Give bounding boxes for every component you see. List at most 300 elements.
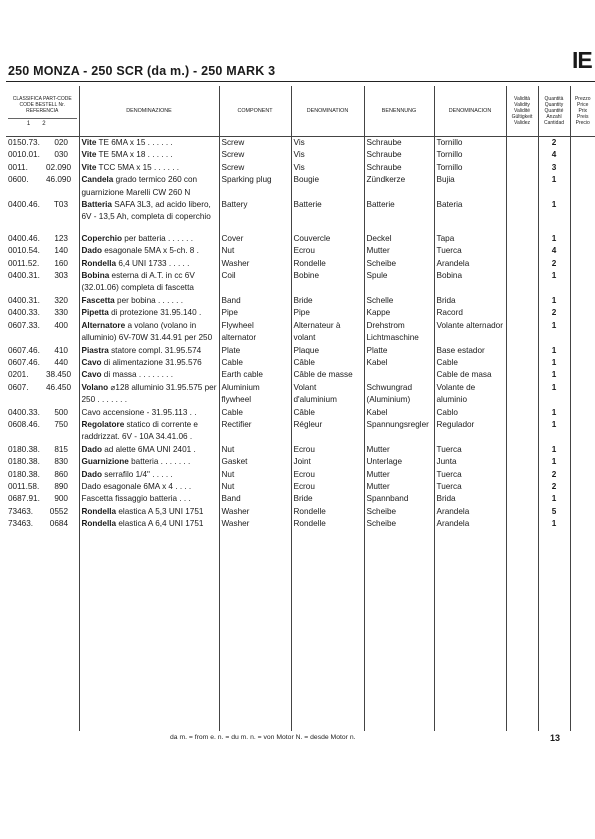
description-german: Spannband: [364, 493, 434, 505]
description-spanish: Brida: [434, 493, 506, 505]
quantity-cell: 1: [538, 199, 570, 224]
part-code-number: 02.090: [46, 162, 72, 172]
price-cell: [570, 518, 595, 530]
page-title: 250 MONZA - 250 SCR (da m.) - 250 MARK 3: [8, 64, 276, 78]
validity-cell: [506, 456, 538, 468]
quantity-cell: 2: [538, 307, 570, 319]
part-code: [6, 245, 79, 257]
validity-cell: [506, 444, 538, 456]
part-code: [6, 295, 79, 307]
description-spanish: Base estador: [434, 345, 506, 357]
part-code-number: 303: [54, 271, 68, 281]
quantity-cell: 1: [538, 493, 570, 505]
description-english: Screw: [219, 162, 291, 174]
description-german: Platte: [364, 345, 434, 357]
description-german: Kabel: [364, 407, 434, 419]
table-row: [6, 270, 595, 295]
quantity-cell: 1: [538, 518, 570, 530]
table-row: [6, 382, 595, 407]
description-english: Band: [219, 295, 291, 307]
description-italian: [79, 149, 219, 161]
description-text: statore compl. 31.95.574: [108, 345, 202, 355]
description-german: Schraube: [364, 137, 434, 150]
part-code-number: 410: [54, 345, 68, 355]
description-italian: [79, 137, 219, 150]
description-text: Dado esagonale 6MA x 4 . . . .: [81, 481, 192, 491]
price-cell: [570, 320, 595, 345]
description-spanish: Tapa: [434, 233, 506, 245]
part-code: [6, 493, 79, 505]
description-english: Washer: [219, 258, 291, 270]
part-code-number: 160: [54, 258, 68, 268]
description-italian: [79, 419, 219, 444]
validity-cell: [506, 307, 538, 319]
description-french: Régleur: [291, 419, 364, 444]
validity-cell: [506, 481, 538, 493]
validity-cell: [506, 369, 538, 381]
part-code-number: 750: [54, 419, 68, 429]
description-french: Rondelle: [291, 506, 364, 518]
part-code: [6, 369, 79, 381]
description-english: Flywheel alternator: [219, 320, 291, 345]
description-french: Bride: [291, 295, 364, 307]
table-row: [6, 518, 595, 530]
description-keyword: Regolatore: [81, 419, 125, 429]
description-english: Gasket: [219, 456, 291, 468]
description-english: Screw: [219, 137, 291, 150]
description-text: statico di corrente e raddrizzat. 6V - 10A 34.41.06 .: [81, 419, 198, 442]
part-code-group: 0150.73.: [8, 138, 40, 147]
description-keyword: Fascetta: [81, 295, 115, 305]
section-code: IE: [572, 47, 592, 73]
description-english: Nut: [219, 469, 291, 481]
quantity-cell: 1: [538, 295, 570, 307]
description-french: Ecrou: [291, 469, 364, 481]
description-spanish: Tornillo: [434, 149, 506, 161]
description-french: Couvercle: [291, 233, 364, 245]
price-cell: [570, 382, 595, 407]
part-code-group: 0011.: [8, 162, 28, 172]
description-french: Câble de masse: [291, 369, 364, 381]
description-english: Nut: [219, 444, 291, 456]
table-row: [6, 149, 595, 161]
description-text: TE 5MA x 18 . . . . . .: [96, 150, 173, 160]
part-code: [6, 382, 79, 407]
part-code-group: 0400.31.: [8, 295, 40, 305]
table-row: [6, 162, 595, 174]
table-row: [6, 456, 595, 468]
description-german: Scheibe: [364, 518, 434, 530]
description-italian: [79, 320, 219, 345]
table-row: [6, 320, 595, 345]
quantity-cell: 1: [538, 345, 570, 357]
part-code-group: 0607.33.: [8, 320, 40, 330]
description-keyword: Candela: [81, 175, 114, 185]
part-code-group: 73463.: [8, 506, 34, 516]
description-german: Kabel: [364, 357, 434, 369]
description-french: Câble: [291, 407, 364, 419]
validity-cell: [506, 320, 538, 345]
part-code: [6, 320, 79, 345]
validity-cell: [506, 199, 538, 224]
description-keyword: Piastra: [81, 345, 109, 355]
part-code-number: T03: [53, 200, 68, 210]
description-german: Schraube: [364, 149, 434, 161]
price-cell: [570, 199, 595, 224]
quantity-cell: 1: [538, 382, 570, 407]
header-quantity: Quantità Quantity Quantité Anzahl Cantidad: [538, 86, 570, 137]
part-code: [6, 233, 79, 245]
part-code-number: 400: [54, 320, 68, 330]
part-code-group: 0400.46.: [8, 233, 40, 243]
part-code-number: 46.090: [46, 175, 72, 185]
description-french: Ecrou: [291, 444, 364, 456]
description-text: serrafilo 1/4" . . . . .: [101, 469, 173, 479]
description-text: per batteria . . . . . .: [122, 233, 193, 243]
validity-cell: [506, 245, 538, 257]
part-code-number: 46.450: [46, 382, 72, 392]
description-italian: [79, 345, 219, 357]
description-french: Alternateur à volant: [291, 320, 364, 345]
part-code: [6, 456, 79, 468]
description-english: Screw: [219, 149, 291, 161]
quantity-cell: 2: [538, 137, 570, 150]
part-code-number: 860: [54, 469, 68, 479]
part-code-number: 830: [54, 457, 68, 467]
table-row: [6, 444, 595, 456]
description-text: per bobina . . . . . .: [114, 295, 184, 305]
description-italian: [79, 382, 219, 407]
part-code-group: 0400.33.: [8, 308, 40, 318]
part-code: [6, 469, 79, 481]
validity-cell: [506, 149, 538, 161]
quantity-cell: 5: [538, 506, 570, 518]
part-code: [6, 345, 79, 357]
part-code: [6, 258, 79, 270]
description-italian: [79, 469, 219, 481]
part-code-number: 330: [54, 308, 68, 318]
description-text: ⌀128 alluminio 31.95.575 per 250 . . . . . . .: [81, 382, 217, 405]
description-text: 6,4 UNI 1733 . . . . .: [116, 258, 190, 268]
description-keyword: Guarnizione: [81, 457, 129, 467]
description-keyword: Coperchio: [81, 233, 122, 243]
description-spanish: Bobina: [434, 270, 506, 295]
description-italian: [79, 295, 219, 307]
description-english: Cable: [219, 407, 291, 419]
price-cell: [570, 174, 595, 199]
part-code-group: 0600.: [8, 175, 29, 185]
part-code: [6, 407, 79, 419]
description-italian: [79, 481, 219, 493]
description-english: Cable: [219, 357, 291, 369]
description-english: Nut: [219, 245, 291, 257]
description-french: Rondelle: [291, 518, 364, 530]
description-german: Deckel: [364, 233, 434, 245]
description-spanish: Arandela: [434, 258, 506, 270]
price-cell: [570, 357, 595, 369]
table-row: [6, 174, 595, 199]
description-italian: [79, 357, 219, 369]
quantity-cell: 1: [538, 444, 570, 456]
price-cell: [570, 258, 595, 270]
price-cell: [570, 307, 595, 319]
validity-cell: [506, 345, 538, 357]
description-spanish: Tuerca: [434, 469, 506, 481]
description-keyword: Rondella: [81, 258, 117, 268]
description-italian: [79, 233, 219, 245]
description-italian: [79, 307, 219, 319]
description-text: elastica A 6,4 UNI 1751: [116, 519, 204, 529]
price-cell: [570, 506, 595, 518]
description-keyword: Vite: [81, 138, 97, 147]
part-code: [6, 357, 79, 369]
part-code-group: 0011.52.: [8, 258, 40, 268]
description-keyword: Dado: [81, 246, 102, 256]
part-code-number: 440: [54, 357, 68, 367]
validity-cell: [506, 295, 538, 307]
part-code-number: 38.450: [46, 370, 72, 380]
part-code-group: 0400.31.: [8, 271, 40, 281]
description-english: Washer: [219, 506, 291, 518]
description-keyword: Bobina: [81, 271, 110, 281]
description-text: a volano (volano in alluminio) 6V-70W 31.44.91 per 250: [81, 320, 213, 343]
header-german: BENENNUNG: [364, 86, 434, 137]
description-german: [364, 369, 434, 381]
part-code: [6, 444, 79, 456]
description-spanish: Arandela: [434, 518, 506, 530]
part-code-group: 0180.38.: [8, 457, 40, 467]
description-spanish: Volante alternador: [434, 320, 506, 345]
price-cell: [570, 469, 595, 481]
description-spanish: Junta: [434, 456, 506, 468]
description-german: Scheibe: [364, 506, 434, 518]
price-cell: [570, 456, 595, 468]
part-code: [6, 149, 79, 161]
description-italian: [79, 369, 219, 381]
description-spanish: Cable: [434, 357, 506, 369]
validity-cell: [506, 419, 538, 444]
description-french: Ecrou: [291, 481, 364, 493]
table-row: [6, 469, 595, 481]
table-row: [6, 481, 595, 493]
part-code: [6, 162, 79, 174]
description-french: Plaque: [291, 345, 364, 357]
validity-cell: [506, 233, 538, 245]
part-code-number: 815: [54, 444, 68, 454]
header-english: COMPONENT: [219, 86, 291, 137]
description-spanish: Bateria: [434, 199, 506, 224]
description-english: Cover: [219, 233, 291, 245]
description-german: Mutter: [364, 469, 434, 481]
part-code-group: 0608.46.: [8, 419, 40, 429]
quantity-cell: 2: [538, 258, 570, 270]
quantity-cell: 1: [538, 369, 570, 381]
description-spanish: Arandela: [434, 506, 506, 518]
table-row: [6, 258, 595, 270]
quantity-cell: 4: [538, 149, 570, 161]
validity-cell: [506, 493, 538, 505]
part-code-number: 890: [54, 481, 68, 491]
part-code: [6, 270, 79, 295]
table-row: [6, 493, 595, 505]
part-code-number: 320: [54, 295, 68, 305]
description-french: Vis: [291, 137, 364, 150]
description-spanish: Tuerca: [434, 481, 506, 493]
description-keyword: Vite: [81, 150, 97, 160]
part-code: [6, 174, 79, 199]
description-spanish: Regulador: [434, 419, 506, 444]
part-code-group: 0687.91.: [8, 494, 40, 504]
description-keyword: Rondella: [81, 506, 117, 516]
price-cell: [570, 345, 595, 357]
description-french: Batterie: [291, 199, 364, 224]
description-english: Washer: [219, 518, 291, 530]
description-french: Bougie: [291, 174, 364, 199]
description-keyword: Dado: [81, 444, 102, 454]
price-cell: [570, 481, 595, 493]
description-german: Mutter: [364, 444, 434, 456]
header-rule: [6, 81, 595, 82]
quantity-cell: 1: [538, 407, 570, 419]
validity-cell: [506, 162, 538, 174]
description-english: Plate: [219, 345, 291, 357]
description-spanish: Cable de masa: [434, 369, 506, 381]
quantity-cell: 3: [538, 162, 570, 174]
quantity-cell: 2: [538, 481, 570, 493]
price-cell: [570, 149, 595, 161]
description-english: Sparking plug: [219, 174, 291, 199]
description-keyword: Cavo: [81, 357, 102, 367]
price-cell: [570, 419, 595, 444]
header-french: DENOMINATION: [291, 86, 364, 137]
part-code: [6, 506, 79, 518]
description-keyword: Batteria: [81, 200, 112, 210]
description-italian: [79, 174, 219, 199]
table-row: [6, 245, 595, 257]
table-row: [6, 419, 595, 444]
part-code: [6, 137, 79, 150]
part-code-group: 73463.: [8, 519, 34, 529]
description-english: Coil: [219, 270, 291, 295]
description-spanish: Cablo: [434, 407, 506, 419]
header-code-label: CLASSIFICA PART-CODE CODE BESTELL Nr. REFERENCIA: [12, 95, 72, 114]
description-italian: [79, 456, 219, 468]
description-keyword: Cavo: [81, 370, 102, 380]
price-cell: [570, 270, 595, 295]
description-text: esagonale 5MA x 5-ch. 8 .: [101, 246, 199, 256]
description-german: Batterie: [364, 199, 434, 224]
part-code-group: 0010.54.: [8, 246, 40, 256]
quantity-cell: 1: [538, 357, 570, 369]
part-code-number: 900: [54, 494, 68, 504]
description-english: Battery: [219, 199, 291, 224]
validity-cell: [506, 518, 538, 530]
part-code-group: 0180.38.: [8, 469, 40, 479]
part-code: [6, 518, 79, 530]
description-german: Spule: [364, 270, 434, 295]
header-validity: Validità Validity Validité Gültigkeit Validez: [506, 86, 538, 137]
table-row: [6, 369, 595, 381]
description-german: Zündkerze: [364, 174, 434, 199]
description-text: di alimentazione 31.95.576: [101, 357, 202, 367]
description-french: Ecrou: [291, 245, 364, 257]
description-text: elastica A 5,3 UNI 1751: [116, 506, 204, 516]
description-french: Volant d'aluminium: [291, 382, 364, 407]
description-english: Aluminium flywheel: [219, 382, 291, 407]
description-english: Earth cable: [219, 369, 291, 381]
description-german: Schwungrad (Aluminium): [364, 382, 434, 407]
description-german: Mutter: [364, 245, 434, 257]
description-text: Cavo accensione - 31.95.113 . .: [81, 407, 197, 417]
validity-cell: [506, 137, 538, 150]
part-code-group: 0400.33.: [8, 407, 40, 417]
description-italian: [79, 245, 219, 257]
validity-cell: [506, 357, 538, 369]
description-text: batteria . . . . . . .: [128, 457, 191, 467]
description-text: esterna di A.T. in cc 6V (32.01.06) completa di fascetta: [81, 271, 195, 293]
part-code: [6, 419, 79, 444]
description-french: Joint: [291, 456, 364, 468]
part-code-number: 0684: [49, 519, 68, 529]
description-french: Vis: [291, 149, 364, 161]
table-row: [6, 345, 595, 357]
table-row: [6, 407, 595, 419]
description-keyword: Dado: [81, 469, 102, 479]
validity-cell: [506, 174, 538, 199]
part-code-number: 123: [54, 233, 68, 243]
header-code-subcols: 12: [8, 118, 77, 127]
parts-table: [6, 86, 595, 731]
description-italian: [79, 493, 219, 505]
description-keyword: Volano: [81, 382, 109, 392]
header-code: [6, 86, 79, 137]
quantity-cell: 1: [538, 174, 570, 199]
description-spanish: Bujia: [434, 174, 506, 199]
description-italian: [79, 258, 219, 270]
part-code-number: 500: [54, 407, 68, 417]
price-cell: [570, 233, 595, 245]
description-keyword: Pipetta: [81, 308, 109, 318]
description-italian: [79, 407, 219, 419]
part-code-group: 0400.46.: [8, 200, 40, 210]
part-code-number: 030: [54, 150, 68, 160]
price-cell: [570, 444, 595, 456]
description-german: Scheibe: [364, 258, 434, 270]
table-row: [6, 357, 595, 369]
description-german: Schelle: [364, 295, 434, 307]
description-french: Câble: [291, 357, 364, 369]
quantity-cell: 4: [538, 245, 570, 257]
validity-cell: [506, 407, 538, 419]
description-italian: [79, 444, 219, 456]
quantity-cell: 1: [538, 233, 570, 245]
description-spanish: Tuerca: [434, 245, 506, 257]
description-text: SAFA 3L3, ad acido libero, 6V - 13,5 Ah, completa di coperchio: [81, 200, 211, 222]
price-cell: [570, 493, 595, 505]
description-english: Pipe: [219, 307, 291, 319]
table-empty-space: [6, 531, 595, 731]
quantity-cell: 1: [538, 320, 570, 345]
description-text: di protezione 31.95.140 .: [108, 308, 202, 318]
description-spanish: Tornillo: [434, 137, 506, 150]
description-german: Kappe: [364, 307, 434, 319]
part-code-number: 140: [54, 246, 68, 256]
description-text: ad alette 6MA UNI 2401 .: [101, 444, 196, 454]
part-code-group: 0607.: [8, 382, 29, 392]
description-text: Fascetta fissaggio batteria . . .: [81, 494, 191, 504]
validity-cell: [506, 506, 538, 518]
description-text: grado termico 260 con guarnizione Marelli CW 260 N: [81, 175, 198, 197]
